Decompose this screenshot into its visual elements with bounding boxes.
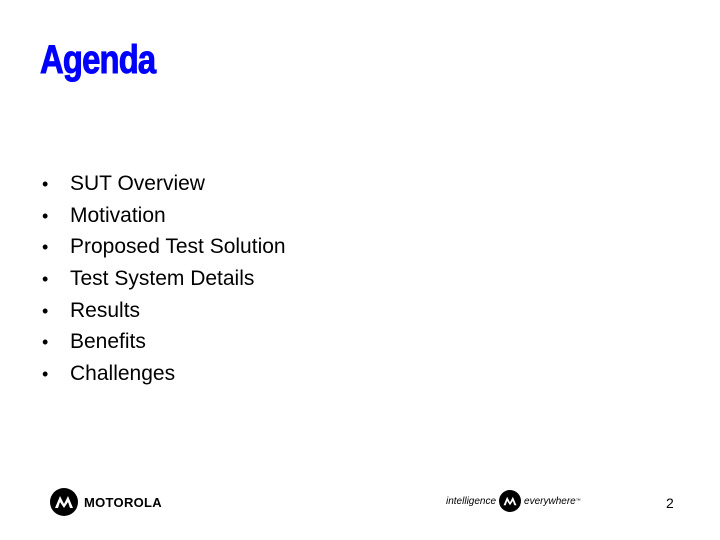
list-item [42,200,286,232]
trademark-symbol: ™ [575,498,581,504]
list-item [42,326,286,358]
list-item-text: Test System Details [70,266,255,290]
list-item-text: Motivation [70,203,166,227]
list-item-text: Results [70,298,141,322]
bullet-icon: • [42,237,49,258]
list-item [42,358,286,390]
motorola-m-icon [50,488,78,516]
tagline [446,490,581,512]
tagline-right: everywhere [524,495,576,507]
bullet-icon: • [42,363,49,384]
list-item-text: Proposed Test Solution [70,235,286,259]
motorola-m-icon-glyph [54,495,74,509]
bullet-icon: • [42,332,49,353]
tagline-left: intelligence [446,495,497,507]
bullet-icon: • [42,300,49,321]
bullet-icon: • [42,173,49,194]
list-item-text: Benefits [70,330,146,354]
page-number: 2 [666,495,674,511]
motorola-m-icon-glyph [502,496,518,506]
brand-name: MOTOROLA [84,494,162,510]
bullet-icon: • [42,268,49,289]
list-item-text: SUT Overview [70,171,205,195]
bullet-icon: • [42,205,49,226]
list-item [42,168,286,200]
motorola-logo [50,488,162,516]
agenda-list [42,168,286,390]
motorola-m-icon [499,490,521,512]
list-item [42,295,286,327]
slide-title: Agenda [40,38,156,82]
list-item [42,263,286,295]
list-item [42,231,286,263]
list-item-text: Challenges [70,361,176,385]
